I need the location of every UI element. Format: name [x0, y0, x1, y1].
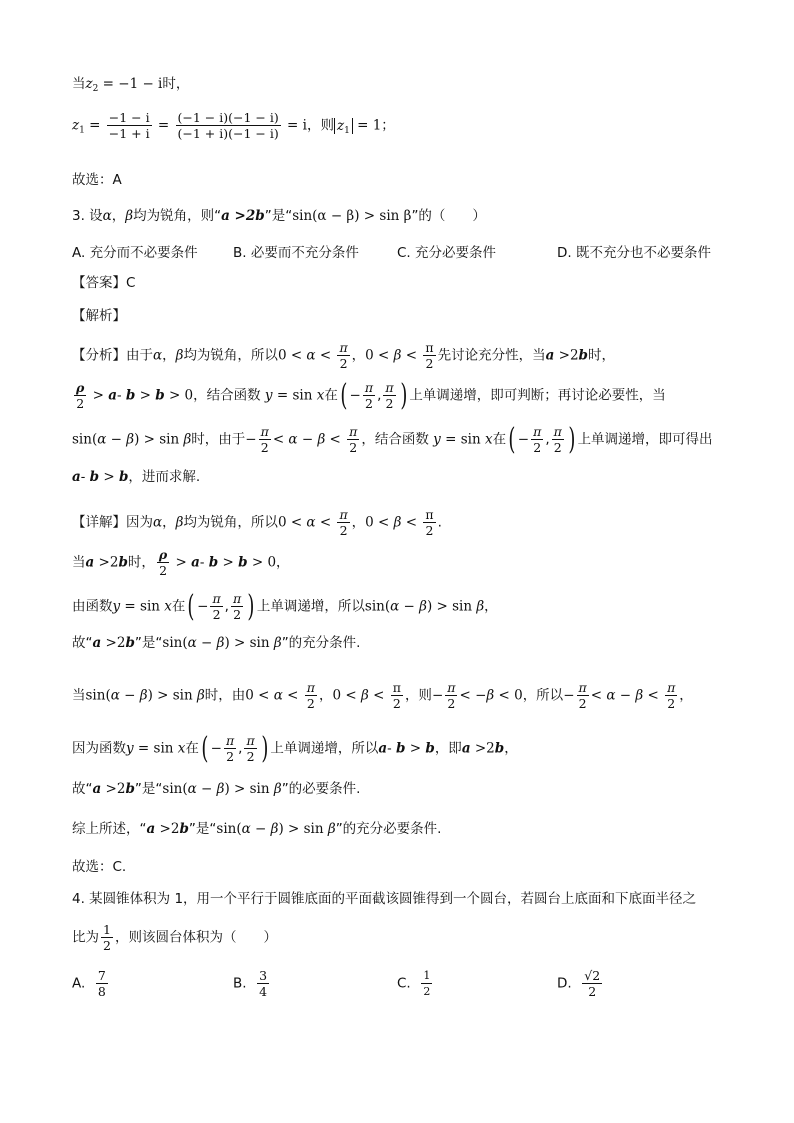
fraction-num: √2 [584, 968, 601, 983]
math-op: = [84, 117, 105, 134]
math-expr: sin(α − β) > sin β [292, 208, 412, 224]
text: 时，由于 [191, 431, 246, 448]
fraction-den: 2 [423, 985, 431, 998]
option-b: B. 必要而不充分条件 [233, 245, 359, 261]
option-label: B. [233, 975, 247, 992]
detail-line-1: 【详解】因为α，β均为锐角，所以0 < α < $\frac{\pi}{2}$ ，0 < β < $\frac{\pi}{2}$ . [72, 507, 442, 538]
text: 均为锐角，所以 [183, 514, 278, 531]
fraction-den: −1 + i [108, 126, 150, 141]
math-var: z [85, 76, 93, 92]
text: 【分析】由于 [72, 347, 153, 364]
text: 上单调递增，所以 [270, 740, 379, 757]
text: 当 [72, 554, 86, 571]
detail-line-2: 当a >2b时， $\frac{\rho}{2}$ > a- b > b > 0， [72, 547, 290, 578]
math-var: β [125, 208, 134, 224]
fraction [107, 110, 152, 141]
text: 3. 设 [72, 208, 103, 224]
abs-value [334, 118, 353, 134]
text: 当 [72, 76, 86, 92]
detail-line-5: 当sin(α − β) > sin β时，由0 < α < $\frac{\pi}{2}$ ，0 < β < $\frac{\pi}{2}$ ，则− $\frac{\pi}{2}$ < −β < 0，所以− $\frac{\pi}{2}$ < α − β < $\frac{\pi}{2}$ ， [72, 680, 693, 711]
math-var: z [336, 117, 345, 134]
detail-line-6: 因为函数y = sin x在( − $\frac{\pi}{2}$ , $\frac{\pi}{2}$ ) 上单调递增，所以a- b > b，即a >2b， [72, 730, 518, 766]
option-label: A. [72, 975, 86, 992]
math-sub: 1 [344, 125, 350, 136]
case-z2-line [72, 74, 189, 99]
fraction-num: 7 [97, 968, 106, 983]
text: ，则该圆台体积为（ ） [114, 929, 277, 946]
text: 因为函数 [72, 740, 126, 757]
text: 时， [162, 76, 190, 92]
math-expr: = −1 − i [98, 76, 163, 92]
text: 上单调递增，即可得出 [577, 431, 713, 448]
text: 时，由 [204, 687, 246, 704]
text: ”的（ ） [411, 208, 486, 224]
option-label: D. [557, 975, 572, 992]
text: 综上所述，“ [72, 821, 147, 837]
text: ”的充分必要条件. [335, 821, 442, 837]
question-4-stem-line1: 4. 某圆锥体积为 1，用一个平行于圆锥底面的平面截该圆锥得到一个圆台，若圆台上底面和下底面半径之 [72, 891, 697, 907]
text: ，即 [434, 740, 462, 757]
math-var: α [153, 347, 163, 364]
q4-option-d [557, 968, 604, 999]
answer-line-a: 故选：A [72, 172, 122, 188]
fraction [421, 968, 432, 999]
text: 先讨论充分性，当 [437, 347, 546, 364]
math-expr: = i [282, 117, 307, 134]
fraction-num: 1 [423, 969, 431, 982]
analysis-line-4: a- b > b，进而求解. [72, 469, 201, 485]
text: 均为锐角，所以 [183, 347, 278, 364]
text: ”是“ [264, 208, 293, 224]
analysis-line-2: $\frac{\rho}{2}$ > a- b > b > 0，结合函数 y = sin x在( − $\frac{\pi}{2}$ , $\frac{\pi}{2}$ ) 上单调递增，即可判断；再讨论必要性，当 [76, 377, 666, 413]
analysis-heading: 【解析】 [72, 308, 126, 324]
q4-option-b [233, 968, 271, 999]
option-c: C. 充分必要条件 [397, 245, 497, 261]
answer-line-c: 故选：C. [72, 859, 127, 875]
text: ”是“ [188, 821, 217, 837]
question-4-stem-line2 [72, 922, 277, 953]
fraction-den: 8 [97, 984, 106, 999]
text: 上单调递增，所以 [256, 598, 365, 615]
math-sub: 1 [79, 125, 85, 136]
q4-option-c [397, 968, 434, 999]
text: 故“ [72, 635, 93, 651]
option-label: C. [397, 975, 411, 992]
option-d: D. 既不充分也不必要条件 [557, 245, 711, 261]
math-expr: = 1； [352, 117, 395, 134]
option-a: A. 充分而不必要条件 [72, 245, 198, 261]
detail-line-4: 故“a >2b”是“sin(α − β) > sin β”的充分条件. [72, 635, 361, 651]
fraction: $\frac{\pi}{2}$ [425, 340, 434, 371]
math-var: α [102, 208, 112, 224]
fraction [582, 968, 602, 999]
fraction [96, 968, 108, 999]
fraction: $\frac{\rho}{2}$ [76, 380, 85, 411]
text: ”是“ [134, 781, 163, 797]
q4-option-a [72, 968, 110, 999]
text: ，所以 [522, 687, 564, 704]
text: 时， [588, 347, 615, 364]
text: ，结合函数 [361, 431, 429, 448]
text: 故“ [72, 781, 93, 797]
text: 均为锐角，则“ [133, 208, 222, 224]
fraction-num: 3 [259, 968, 268, 983]
math-sub: 2 [92, 84, 99, 94]
detail-line-7: 故“a >2b”是“sin(α − β) > sin β”的必要条件. [72, 781, 361, 797]
fraction [257, 968, 269, 999]
answer-value: C [126, 275, 136, 291]
text: ”的必要条件. [281, 781, 361, 797]
math-var: z [72, 117, 80, 134]
answer-line [72, 273, 135, 293]
fraction-den: 4 [259, 984, 268, 999]
text: 比为 [72, 929, 99, 946]
text: ，则 [404, 687, 432, 704]
analysis-line-1: 【分析】由于α，β均为锐角，所以0 < α < $\frac{\pi}{2}$ ，0 < β < $\frac{\pi}{2}$ 先讨论充分性，当a >2b时， [72, 340, 615, 371]
text: 由函数 [72, 598, 113, 615]
math-var: β [175, 347, 184, 364]
text: 上单调递增，即可判断；再讨论必要性，当 [409, 387, 666, 404]
answer-label: 【答案】 [72, 275, 126, 291]
text: ， [111, 208, 126, 224]
fraction [176, 110, 281, 141]
text: ”是“ [134, 635, 163, 651]
text: 当 [72, 687, 86, 704]
detail-line-3: 由函数y = sin x在( − $\frac{\pi}{2}$ , $\frac{\pi}{2}$ ) 上单调递增，所以sin(α − β) > sin β， [72, 588, 498, 624]
fraction: $\frac{1}{2}$ [103, 922, 111, 953]
question-3-stem [72, 206, 486, 226]
math-expr: a >2b [221, 208, 265, 224]
text: 【详解】因为 [72, 514, 153, 531]
fraction-num: (−1 − i)(−1 − i) [177, 110, 279, 125]
fraction-den: 2 [588, 984, 597, 999]
text: ，进而求解. [128, 469, 201, 485]
text: ”的充分条件. [281, 635, 361, 651]
z1-computation-line [72, 110, 395, 141]
text: ，则 [306, 117, 334, 134]
text: 时， [127, 554, 155, 571]
analysis-line-3: sin(α − β) > sin β时，由于− $\frac{\pi}{2}$ < α − β < $\frac{\pi}{2}$ ，结合函数 y = sin x在( − $\frac{\pi}{2}$ , $\frac{\pi}{2}$ ) 上单调递增，即可得出 [72, 421, 713, 457]
fraction-num: −1 − i [108, 110, 150, 125]
fraction: $\frac{\pi}{2}$ [339, 340, 348, 371]
math-op: = [153, 117, 174, 134]
detail-line-8: 综上所述，“a >2b”是“sin(α − β) > sin β”的充分必要条件. [72, 821, 442, 837]
fraction-den: (−1 + i)(−1 − i) [177, 126, 279, 141]
